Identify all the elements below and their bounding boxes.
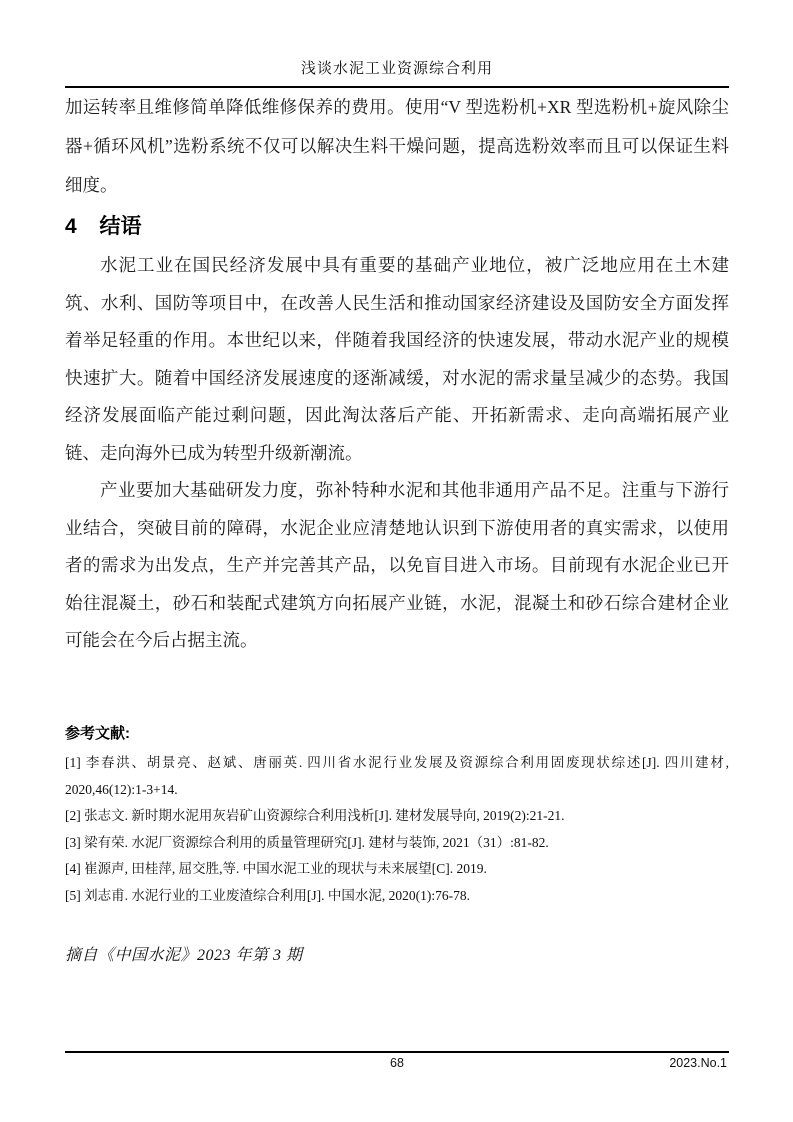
reference-item: [3] 梁有荣. 水泥厂资源综合利用的质量管理研究[J]. 建材与装饰, 2021（31）:81-82. (65, 834, 549, 850)
references-section (65, 722, 729, 909)
reference-item: [2] 张志文. 新时期水泥用灰岩矿山资源综合利用浅析[J]. 建材发展导向, 2019(2):21-21. (65, 808, 565, 823)
reference-item: [1] 李春洪、胡景亮、赵斌、唐丽英. 四川省水泥行业发展及资源综合利用固废现状综述[J]. 四川建材, 2020,46(12):1-3+14. (65, 755, 729, 797)
reference-list (65, 750, 729, 909)
running-title: 浅谈水泥工业资源综合利用 (300, 61, 493, 77)
main-text (65, 88, 729, 660)
body-paragraph: 产业要加大基础研发力度，弥补特种水泥和其他非通用产品不足。注重与下游行业结合，突破目前的障碍，水泥企业应清楚地认识到下游使用者的真实需求，以使用者的需求为出发点，生产并完善其产品，以免盲目进入市场。目前现有水泥企业已开始往混凝土，砂石和装配式建筑方向拓展产业链，水泥，混凝土和砂石综合建材企业可能会在今后占据主流。 (65, 480, 729, 650)
reference-item: [5] 刘志甫. 水泥行业的工业废渣综合利用[J]. 中国水泥, 2020(1):76-78. (65, 887, 470, 903)
footer-row (65, 1053, 729, 1078)
source-note: 摘自《中国水泥》2023 年第 3 期 (65, 947, 303, 964)
section-title: 结语 (99, 215, 142, 238)
reference-item: [4] 崔源声, 田桂萍, 屈交胜,等. 中国水泥工业的现状与未来展望[C]. 2019. (65, 861, 487, 876)
section-number: 4 (65, 215, 77, 238)
issue-label: 2023.No.1 (669, 1056, 727, 1070)
intro-paragraph: 加运转率且维修简单降低维修保养的费用。使用“V 型选粉机+XR 型选粉机+旋风除尘器+循环风机”选粉系统不仅可以解决生料干燥问题，提高选粉效率而且可以保证生料细度。 (65, 97, 729, 195)
page-footer (65, 1051, 729, 1078)
page-header (65, 0, 729, 88)
section-heading (65, 213, 729, 241)
body-paragraph: 水泥工业在国民经济发展中具有重要的基础产业地位，被广泛地应用在土木建筑、水利、国防等项目中，在改善人民生活和推动国家经济建设及国防安全方面发挥着举足轻重的作用。本世纪以来，伴随着我国经济的快速发展，带动水泥产业的规模快速扩大。随着中国经济发展速度的逐渐减缓，对水泥的需求量呈减少的态势。我国经济发展面临产能过剩问题，因此淘汰落后产能、开拓新需求、走向高端拓展产业链、走向海外已成为转型升级新潮流。 (65, 255, 729, 463)
references-heading: 参考文献: (65, 725, 130, 742)
page-number: 68 (390, 1056, 404, 1070)
